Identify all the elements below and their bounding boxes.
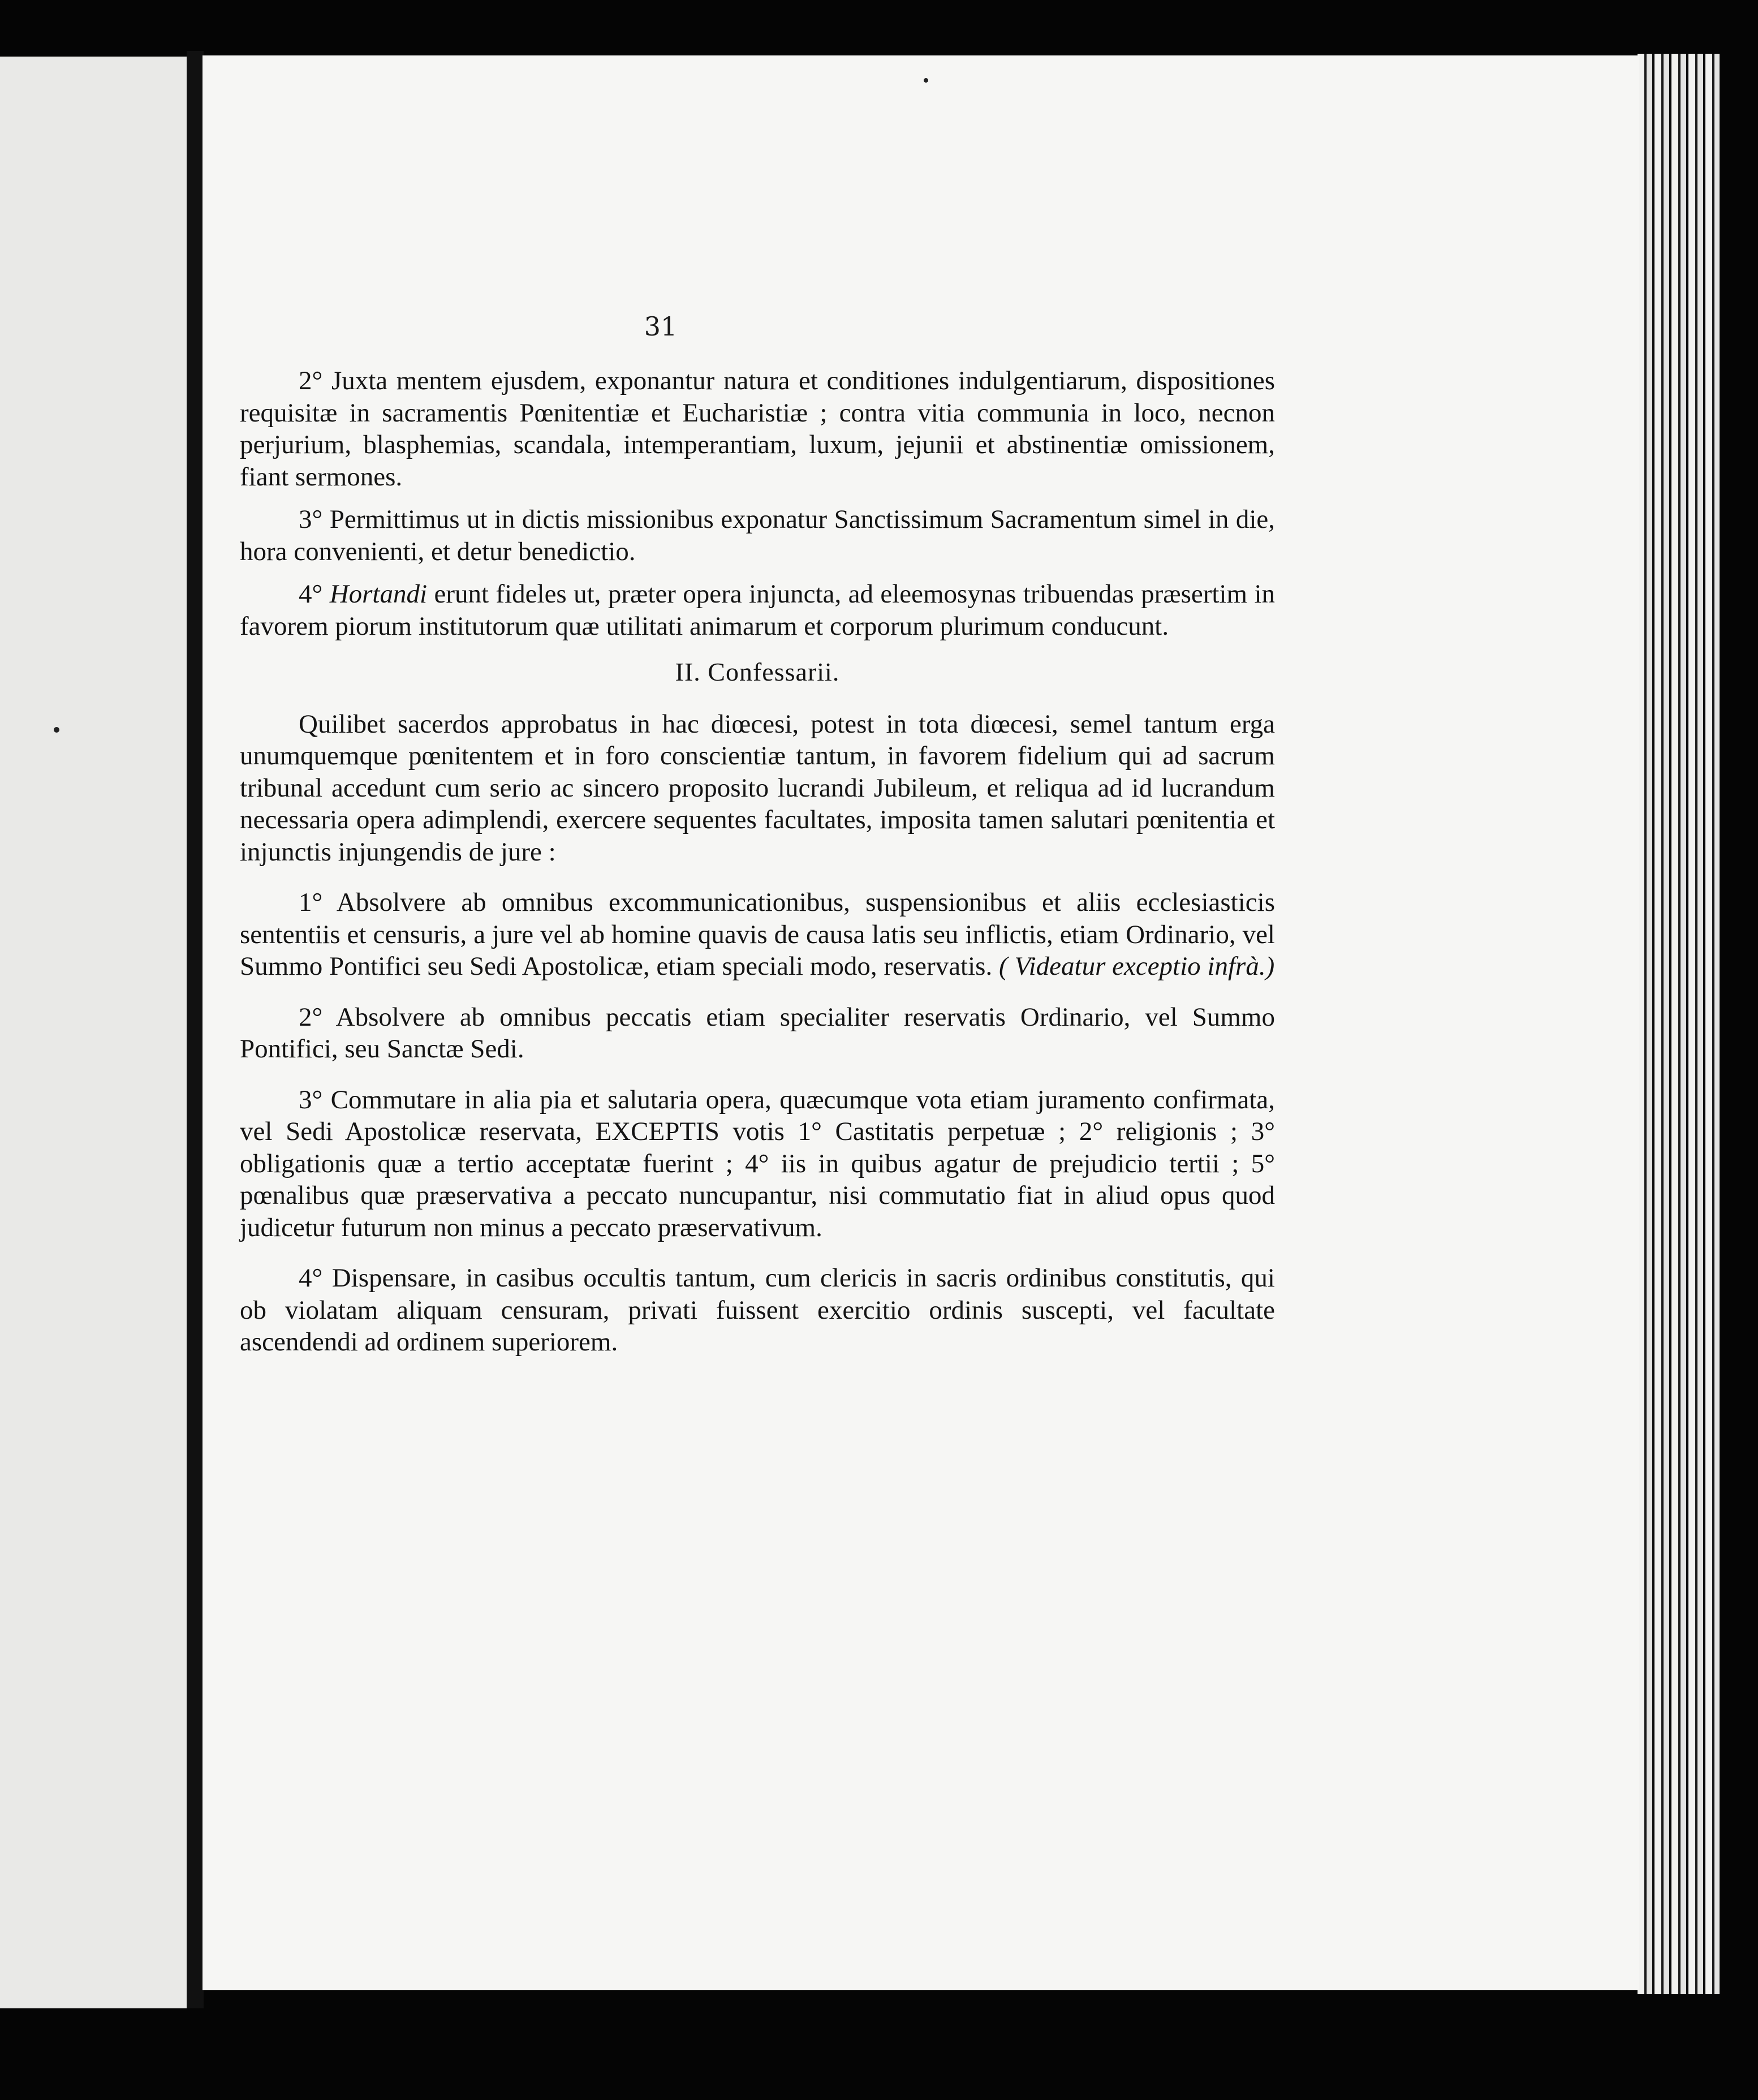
page-body [240,365,1275,1358]
facultas-2: 2° Absolvere ab omnibus peccatis etiam specialiter reservatis Ordinario, vel Summo Pontifici, seu Sanctæ Sedi. [240,1002,1275,1064]
paragraph-2: 2° Juxta mentem ejusdem, exponantur natura et conditiones indulgentiarum, dispositiones requisitæ in sacramentis Pœnitentiæ et Eucharistiæ ; contra vitia communia in loco, necnon perjurium, blasphemias, scandala, intemperantiam, luxum, jejunii et abstinentiæ omissionem, fiant sermones. [240,366,1275,492]
stacked-page-edges [1638,54,1720,1994]
paragraph-4-number: 4° [299,579,323,609]
ink-speck [924,78,928,83]
facultas-4: 4° Dispensare, in casibus occultis tantum, cum clericis in sacris ordinibus constitutis, qui ob violatam aliquam censuram, privati fuissent exercitio ordinis suscepti, vel facultate ascendendi ad ordinem superiorem. [240,1263,1275,1357]
facultas-1-note: ( Videatur exceptio infrà.) [998,952,1275,981]
section-heading: II. Confessarii. [675,657,840,686]
paragraph-3: 3° Permittimus ut in dictis missionibus exponatur Sanctissimum Sacramentum simel in die, hora convenienti, et detur benedictio. [240,505,1275,566]
paragraph-4-italic: Hortandi [329,579,428,609]
facultas-1-text: 1° Absolvere ab omnibus excommunicationibus, suspensionibus et aliis ecclesiasticis sententiis et censuris, a jure vel ab homine quavis de causa latis seu inflictis, etiam Ordinario, vel Summo Pontifici seu Sedi Apostolicæ, etiam speciali modo, reservatis. [240,888,1275,981]
facultas-1 [240,887,1275,983]
confessarii-intro: Quilibet sacerdos approbatus in hac diœcesi, potest in tota diœcesi, semel tantum erga unumquemque pœnitentem et in foro conscientiæ tantum, in favorem fidelium qui ad sacrum tribunal accedunt cum serio ac sincero proposito lucrandi Jubileum, et reliqua ad id lucrandum necessaria opera adimplendi, exercere sequentes facultates, imposita tamen salutari pœnitentia et injunctis injungendis de jure : [240,709,1275,867]
page-number: 31 [644,311,678,342]
paragraph-4 [240,578,1275,642]
facultas-3: 3° Commutare in alia pia et salutaria opera, quæcumque vota etiam juramento confirmata, vel Sedi Apostolicæ reservata, EXCEPTIS votis 1° Castitatis perpetuæ ; 2° religionis ; 3° obligationis quæ a tertio acceptatæ fuerint ; 4° iis in quibus agatur de prejudicio tertii ; 5° pœnalibus quæ præservativa a peccato nuncupantur, nisi commutatio fiat in aliud opus quod judicetur futurum non minus a peccato præservativum. [240,1085,1275,1242]
paragraph-4-text: erunt fideles ut, præter opera injuncta, ad eleemosynas tribuendas præsertim in favorem piorum institutorum quæ utilitati animarum et corporum plurimum conducunt. [240,579,1276,641]
book-gutter [187,51,204,2008]
margin-speck [54,727,59,733]
facing-page-edge [0,57,192,2008]
